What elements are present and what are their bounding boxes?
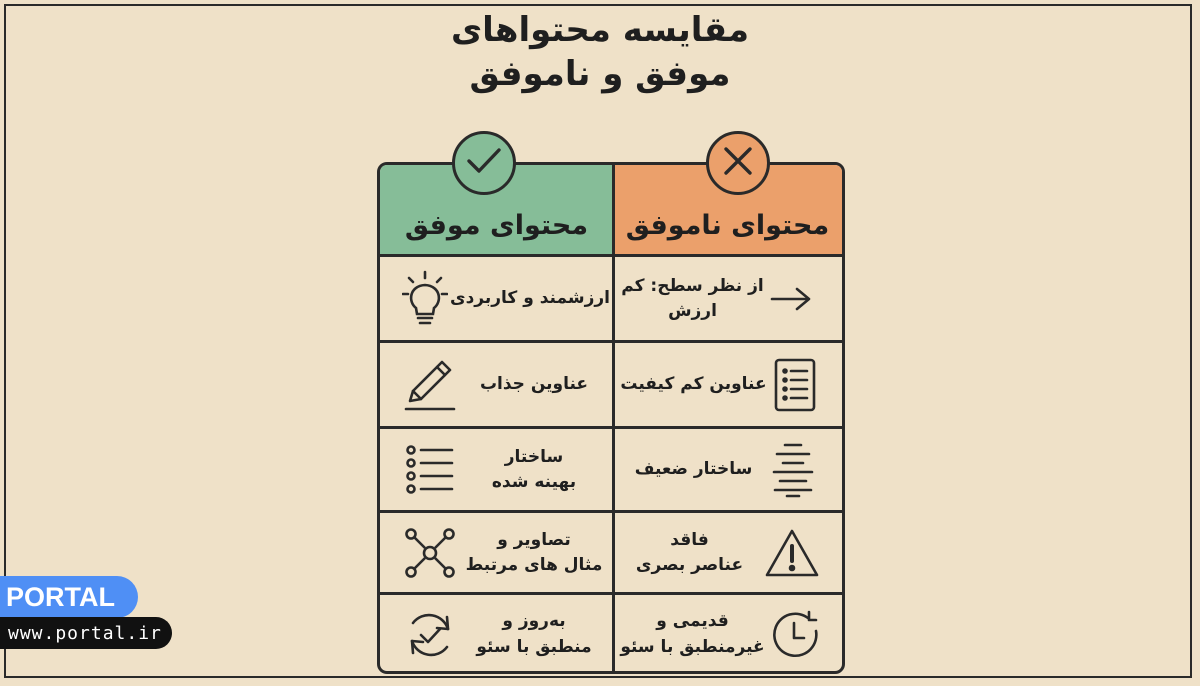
good-row-4-text	[456, 528, 612, 579]
good-row-2	[380, 343, 612, 427]
page-title-line2: موفق و ناموفق	[469, 54, 731, 94]
bad-row-3-text: ساختار ضعیف	[634, 459, 753, 480]
bad-row-5-text	[615, 609, 770, 660]
page-title-line1: مقایسه محتواهای	[450, 10, 749, 50]
header-successful-label: محتوای موفق	[404, 210, 589, 241]
bad-row-5-line1: قدیمی و	[656, 611, 729, 631]
good-row-4-line2: مثال های مرتبط	[465, 555, 603, 575]
good-row-2-text: عناوین جذاب	[479, 374, 589, 395]
bad-row-2-text: عناوین کم کیفیت	[620, 374, 767, 395]
brand-url[interactable]: www.portal.ir	[0, 617, 172, 649]
warning-icon	[764, 528, 820, 578]
bad-row-2	[615, 343, 842, 427]
bad-row-1-text: از نظر سطح: کم ارزش	[621, 275, 764, 321]
good-row-5-line1: به‌روز و	[502, 611, 566, 631]
good-row-3	[380, 429, 612, 511]
bad-row-5-line2: غیرمنطبق با سئو	[620, 636, 765, 657]
good-row-4	[380, 513, 612, 593]
check-icon	[466, 146, 502, 180]
clock-icon	[770, 609, 822, 661]
bad-row-4	[615, 513, 842, 593]
pencil-icon	[404, 357, 456, 413]
network-icon	[404, 527, 456, 579]
good-row-3-line1: ساختار	[504, 446, 564, 467]
comparison-table	[377, 162, 845, 674]
bad-row-4-line1: فاقد	[670, 529, 709, 550]
failure-badge	[706, 131, 770, 195]
bad-row-4-text	[615, 528, 764, 579]
document-list-icon	[772, 358, 818, 412]
bad-row-5	[615, 595, 842, 674]
bad-row-1	[615, 257, 842, 341]
refresh-check-icon	[404, 609, 456, 661]
header-unsuccessful-label: محتوای ناموفق	[625, 210, 830, 241]
good-row-5	[380, 595, 612, 674]
bad-row-4-line2: عناصر بصری	[635, 555, 744, 575]
good-row-1	[380, 257, 612, 341]
good-row-5-line2: منطبق با سئو	[476, 636, 592, 657]
success-badge	[452, 131, 516, 195]
good-row-5-text	[456, 609, 612, 660]
good-row-1-text: ارزشمند و کاربردی	[450, 288, 610, 309]
arrow-right-icon	[770, 287, 812, 311]
good-row-4-line1: تصاویر و	[497, 529, 571, 550]
lightbulb-icon	[402, 270, 448, 328]
good-row-3-text	[456, 445, 612, 496]
align-lines-icon	[772, 442, 814, 498]
brand-logo: PORTAL	[0, 576, 138, 618]
x-icon	[723, 146, 753, 180]
good-row-3-line2: بهینه شده	[491, 472, 577, 492]
bullet-list-icon	[406, 445, 456, 495]
bad-row-3	[615, 429, 842, 511]
